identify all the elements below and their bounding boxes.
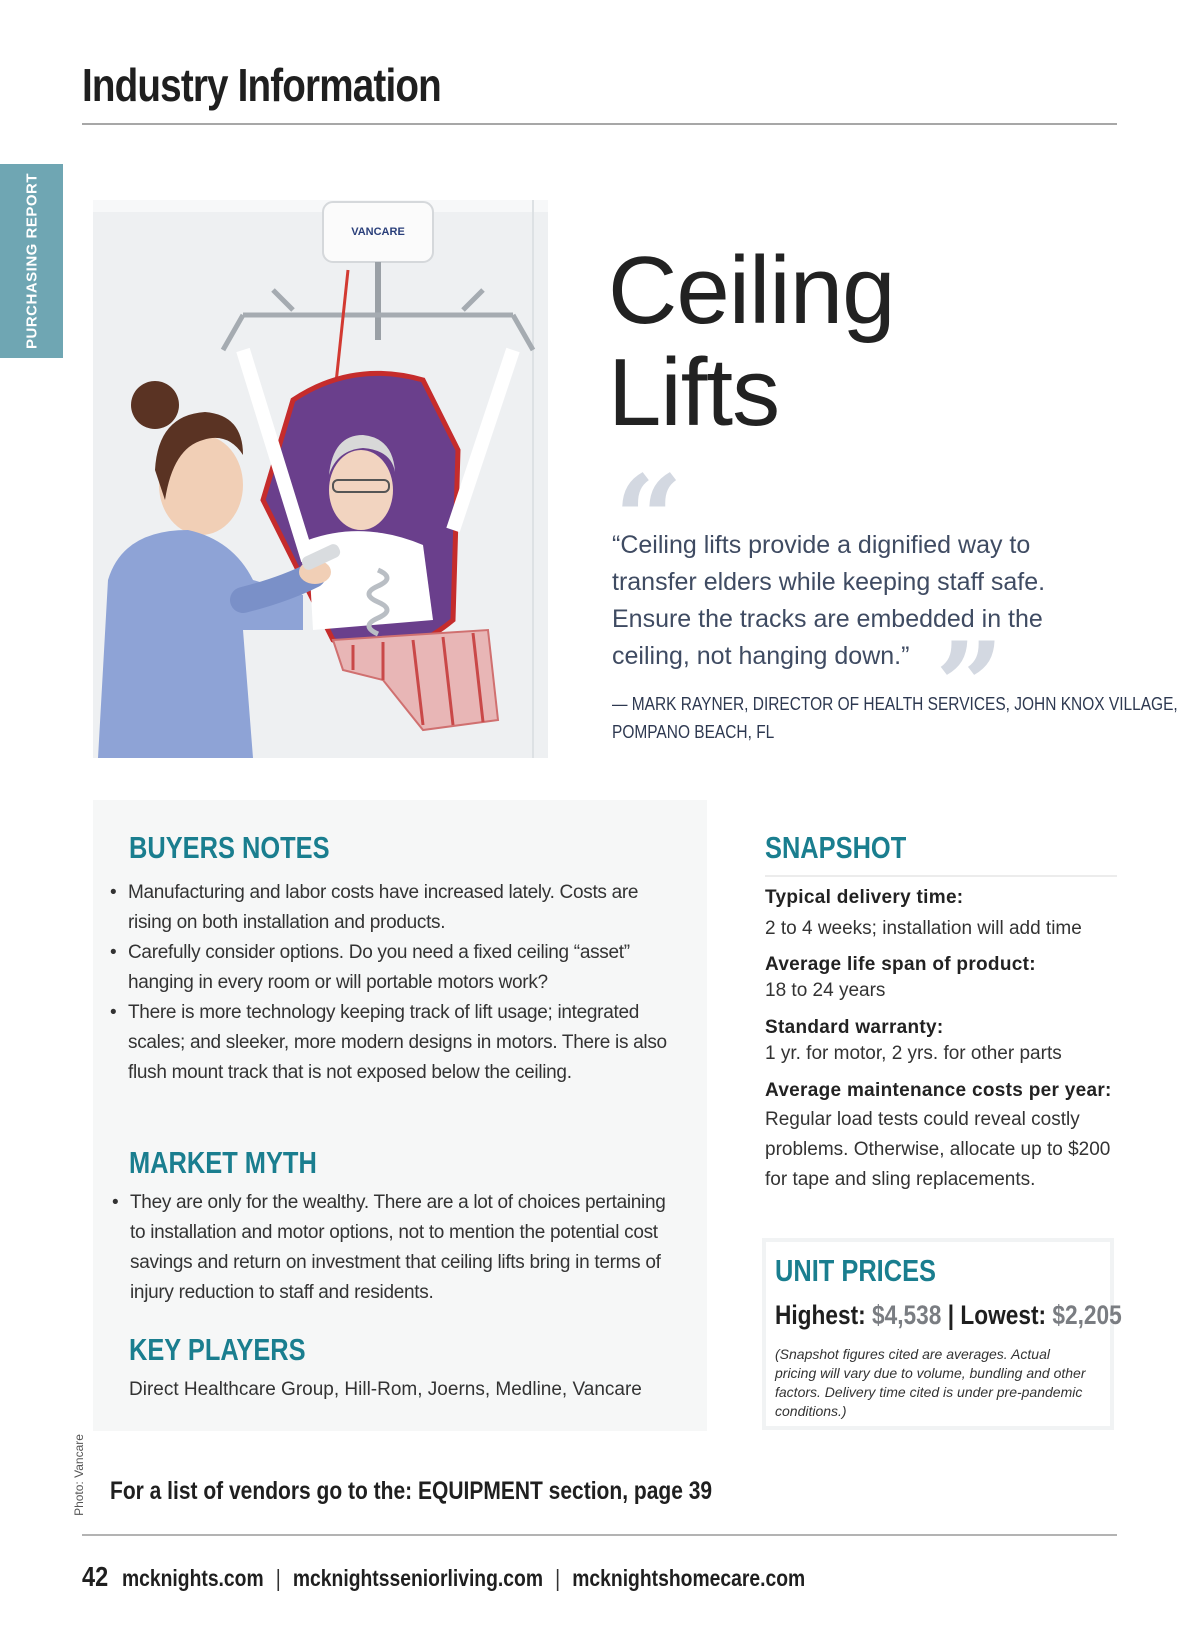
lowest-label: Lowest: xyxy=(960,1300,1047,1330)
footer-link-home-care[interactable]: mcknightshomecare.com xyxy=(572,1565,806,1591)
close-quote-mark: ” xyxy=(935,616,1005,757)
side-tab-label: PURCHASING REPORT xyxy=(23,172,40,350)
photo-credit xyxy=(69,1435,89,1515)
page-number: 42 xyxy=(82,1561,109,1592)
buyers-notes-list xyxy=(110,878,670,1088)
market-myth-list xyxy=(112,1188,672,1308)
footer-link-mcknights[interactable]: mcknights.com xyxy=(121,1565,264,1591)
attribution-line-1: — MARK RAYNER, DIRECTOR OF HEALTH SERVICES, JOHN KNOX VILLAGE, xyxy=(612,694,1178,714)
snapshot-heading: SNAPSHOT xyxy=(765,830,907,865)
footer-separator: | xyxy=(555,1565,561,1591)
motor-brand-text: VANCARE xyxy=(351,226,405,238)
quote-attribution xyxy=(612,690,1178,746)
market-myth-heading: MARKET MYTH xyxy=(129,1145,317,1180)
attribution-line-2: POMPANO BEACH, FL xyxy=(612,722,775,742)
title-line-2: Lifts xyxy=(608,339,780,446)
header-divider xyxy=(82,123,1117,125)
price-divider: | xyxy=(947,1300,955,1330)
highest-label: Highest: xyxy=(775,1300,866,1330)
highest-price: $4,538 xyxy=(872,1300,942,1330)
page-header-title: Industry Information xyxy=(82,59,441,111)
footer-separator: | xyxy=(275,1565,281,1591)
vendors-reference: For a list of vendors go to the: EQUIPMENT section, page 39 xyxy=(110,1477,713,1505)
key-players-heading: KEY PLAYERS xyxy=(129,1332,306,1367)
warranty-label: Standard warranty: xyxy=(765,1017,944,1038)
ceiling-lift-photo xyxy=(93,200,548,758)
purchasing-report-tab xyxy=(0,164,63,358)
price-range xyxy=(775,1300,1122,1331)
warranty-value: 1 yr. for motor, 2 yrs. for other parts xyxy=(765,1043,1062,1064)
pull-quote: “Ceiling lifts provide a dignified way to transfer elders while keeping staff safe. Ensure the tracks are embedded in the ceiling, not hanging down.” xyxy=(612,531,1046,670)
list-item: • There is more technology keeping track of lift usage; integrated scales; and sleeker, more modern designs in motors. There is also flush mount track that is not exposed below the ceiling. xyxy=(110,998,670,1088)
maintenance-cost-label: Average maintenance costs per year: xyxy=(765,1080,1112,1101)
lowest-price: $2,205 xyxy=(1052,1300,1122,1330)
open-quote-mark: “ xyxy=(614,449,684,590)
page-footer xyxy=(82,1561,805,1593)
title-line-1: Ceiling xyxy=(608,237,895,344)
life-span-value: 18 to 24 years xyxy=(765,980,886,1001)
list-item: • They are only for the wealthy. There are a lot of choices pertaining to installation and motor options, not to mention the potential cost savings and return on investment that ceiling lifts bring in terms of injury reduction to staff and residents. xyxy=(112,1188,672,1308)
unit-prices-heading: UNIT PRICES xyxy=(775,1253,937,1288)
footer-divider xyxy=(82,1534,1117,1536)
delivery-time-label: Typical delivery time: xyxy=(765,887,964,908)
list-item: • Manufacturing and labor costs have increased lately. Costs are rising on both installation and products. xyxy=(110,878,670,938)
unit-prices-note: (Snapshot figures cited are averages. Actual pricing will vary due to volume, bundling and other factors. Delivery time cited is under pre-pandemic conditions.) xyxy=(775,1346,1086,1419)
footer-link-senior-living[interactable]: mcknightsseniorliving.com xyxy=(292,1565,544,1591)
snapshot-divider xyxy=(765,875,1117,877)
life-span-label: Average life span of product: xyxy=(765,954,1036,975)
maintenance-cost-value: Regular load tests could reveal costly problems. Otherwise, allocate up to $200 for tape and sling replacements. xyxy=(765,1109,1111,1190)
photo-credit-text: Photo: Vancare xyxy=(72,1434,86,1516)
list-item: • Carefully consider options. Do you need a fixed ceiling “asset” hanging in every room or will portable motors work? xyxy=(110,938,670,998)
key-players-text: Direct Healthcare Group, Hill-Rom, Joerns, Medline, Vancare xyxy=(129,1379,642,1400)
buyers-notes-heading: BUYERS NOTES xyxy=(129,830,330,865)
article-title xyxy=(608,237,1088,446)
delivery-time-value: 2 to 4 weeks; installation will add time xyxy=(765,918,1082,939)
